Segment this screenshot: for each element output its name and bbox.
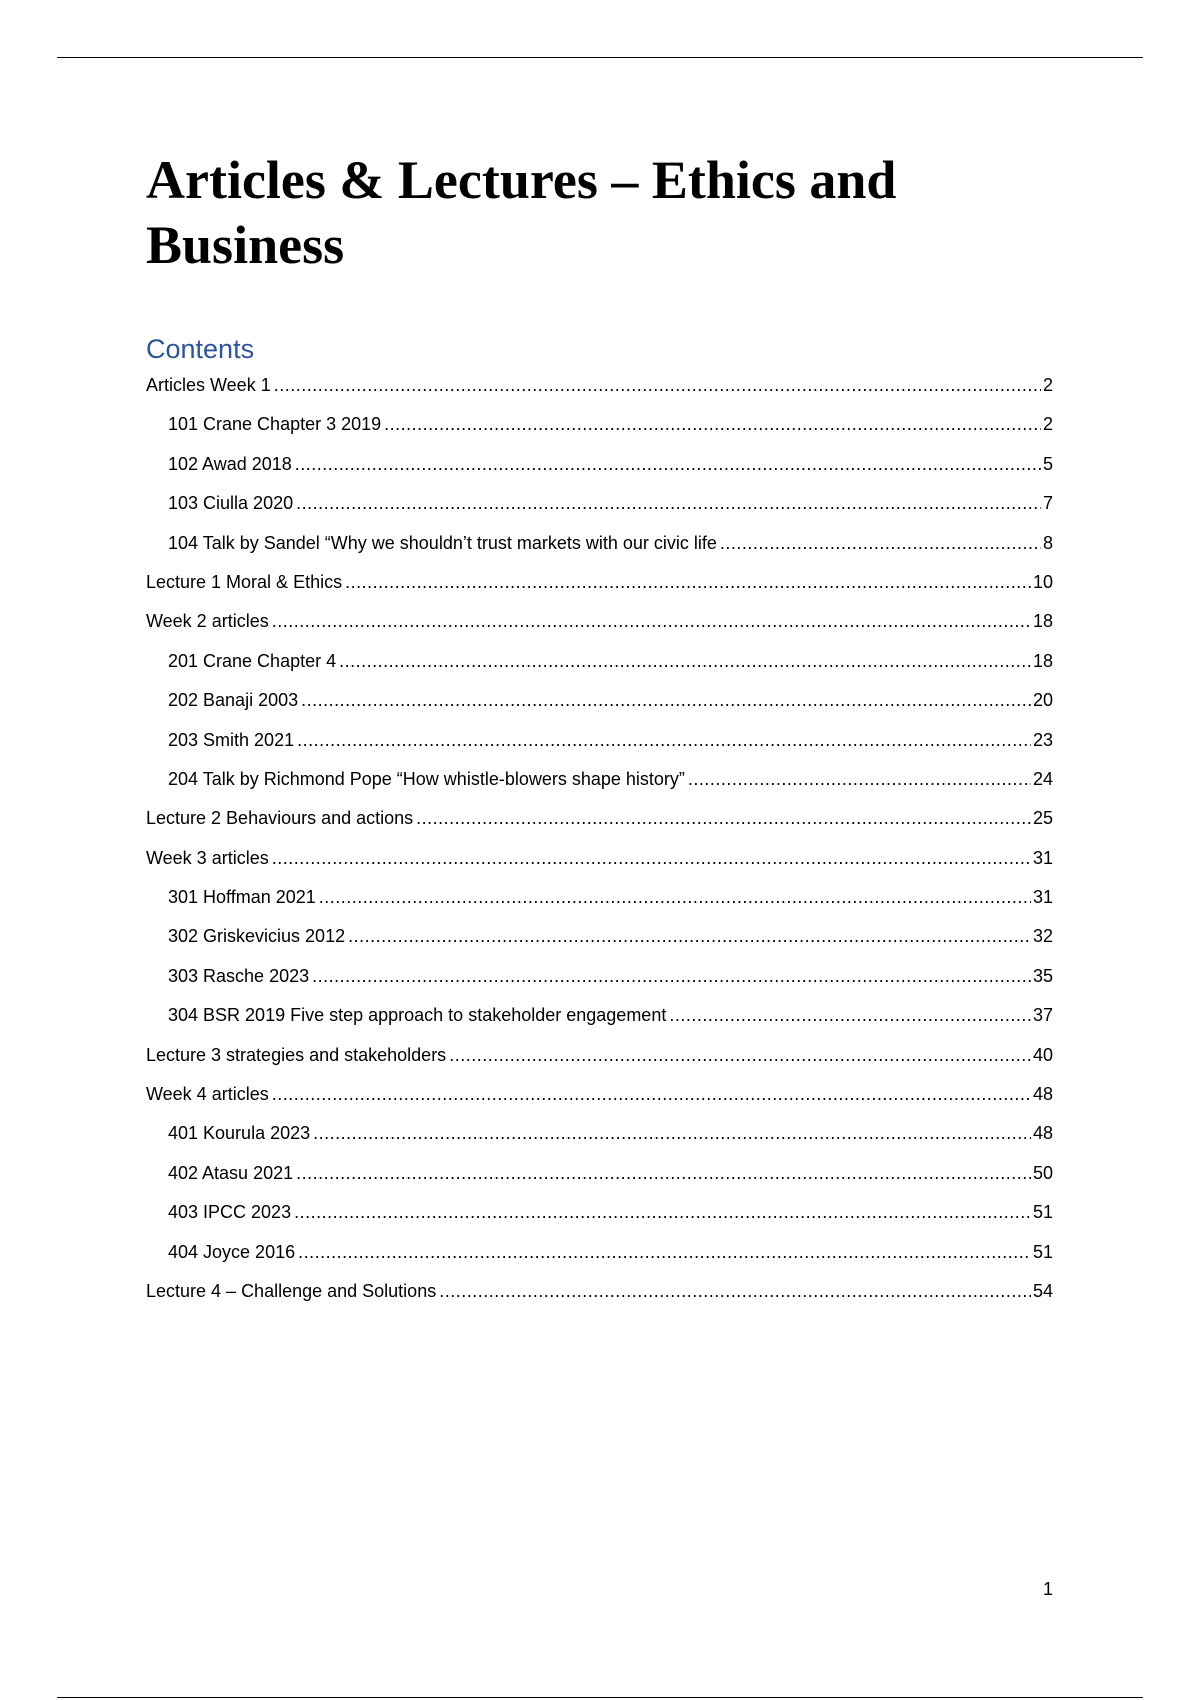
toc-entry-page: 18 [1032,650,1053,671]
toc-entry-page: 51 [1032,1241,1053,1262]
toc-entry-label: Lecture 1 Moral & Ethics [146,571,343,592]
toc-entry[interactable] [146,1233,1053,1272]
toc-dot-leader [294,1193,1031,1232]
toc-dot-leader [339,642,1031,681]
toc-dot-leader [301,681,1031,720]
toc-entry-label: 104 Talk by Sandel “Why we shouldn’t trust markets with our civic life [168,532,717,553]
toc-entry[interactable] [146,366,1053,405]
footer-rule [57,1697,1143,1698]
toc-entry[interactable] [146,484,1053,523]
header-rule [57,57,1143,58]
toc-entry[interactable] [146,878,1053,917]
toc-dot-leader [449,1036,1031,1075]
toc-entry-page: 18 [1032,611,1053,632]
toc-entry-label: 303 Rasche 2023 [168,965,310,986]
document-title: Articles & Lectures – Ethics and Business [146,150,897,275]
toc-entry-page: 24 [1032,768,1053,789]
toc-entry-label: Lecture 3 strategies and stakeholders [146,1044,447,1065]
toc-entry[interactable] [146,917,1053,956]
toc-entry-label: 204 Talk by Richmond Pope “How whistle-blowers shape history” [168,768,685,789]
toc-entry-label: Week 4 articles [146,1084,269,1105]
toc-entry-page: 35 [1032,965,1053,986]
toc-dot-leader [416,799,1031,838]
toc-entry-page: 20 [1032,690,1053,711]
toc-entry-page: 31 [1032,887,1053,908]
toc-entry-page: 7 [1042,493,1053,514]
toc-entry-page: 8 [1042,532,1053,553]
toc-entry-page: 32 [1032,926,1053,947]
toc-entry-page: 2 [1042,375,1053,395]
toc-entry[interactable] [146,602,1053,641]
toc-dot-leader [439,1272,1031,1311]
toc-entry[interactable] [146,1114,1053,1153]
toc-entry-label: 304 BSR 2019 Five step approach to stakeholder engagement [168,1005,667,1026]
toc-entry[interactable] [146,405,1053,444]
toc-entry-label: 102 Awad 2018 [168,453,292,474]
toc-entry-label: 403 IPCC 2023 [168,1202,292,1223]
toc-dot-leader [313,1114,1031,1153]
toc-entry[interactable] [146,957,1053,996]
toc-entry-page: 40 [1032,1044,1053,1065]
toc-entry[interactable] [146,524,1053,563]
toc-entry[interactable] [146,1193,1053,1232]
toc-entry-label: 203 Smith 2021 [168,729,295,750]
toc-dot-leader [384,405,1041,444]
toc-entry-page: 23 [1032,729,1053,750]
toc-entry-page: 48 [1032,1084,1053,1105]
toc-entry-page: 2 [1042,414,1053,435]
page-number: 1 [1042,1579,1053,1599]
toc-dot-leader [296,484,1041,523]
toc-entry-label: 201 Crane Chapter 4 [168,650,337,671]
toc-entry-label: 103 Ciulla 2020 [168,493,294,514]
table-of-contents [146,366,1053,1311]
toc-dot-leader [720,524,1041,563]
toc-entry-page: 25 [1032,808,1053,829]
toc-entry-page: 5 [1042,453,1053,474]
toc-dot-leader [272,602,1031,641]
toc-dot-leader [688,760,1031,799]
toc-entry-label: 302 Griskevicius 2012 [168,926,346,947]
toc-entry-label: Week 2 articles [146,611,269,632]
toc-entry[interactable] [146,1272,1053,1311]
toc-entry[interactable] [146,839,1053,878]
toc-dot-leader [297,721,1031,760]
contents-heading: Contents [146,334,255,364]
toc-entry-page: 37 [1032,1005,1053,1026]
toc-entry-page: 10 [1032,571,1053,592]
toc-entry[interactable] [146,681,1053,720]
toc-entry-page: 31 [1032,847,1053,868]
toc-entry[interactable] [146,760,1053,799]
toc-entry-label: 402 Atasu 2021 [168,1162,294,1183]
toc-dot-leader [274,366,1041,405]
toc-entry-label: Articles Week 1 [146,375,271,395]
toc-entry-page: 54 [1032,1280,1053,1301]
toc-entry-label: 101 Crane Chapter 3 2019 [168,414,382,435]
toc-entry-label: Lecture 4 – Challenge and Solutions [146,1280,437,1301]
toc-dot-leader [296,1154,1031,1193]
toc-entry[interactable] [146,799,1053,838]
toc-dot-leader [669,996,1031,1035]
toc-entry[interactable] [146,1036,1053,1075]
toc-entry[interactable] [146,642,1053,681]
toc-entry-label: 202 Banaji 2003 [168,690,299,711]
toc-entry-label: 404 Joyce 2016 [168,1241,296,1262]
toc-entry-page: 48 [1032,1123,1053,1144]
toc-dot-leader [295,445,1041,484]
toc-entry[interactable] [146,563,1053,602]
toc-entry-page: 50 [1032,1162,1053,1183]
toc-entry[interactable] [146,996,1053,1035]
toc-dot-leader [272,839,1031,878]
toc-dot-leader [345,563,1031,602]
toc-entry[interactable] [146,445,1053,484]
toc-entry-label: 301 Hoffman 2021 [168,887,316,908]
toc-dot-leader [272,1075,1031,1114]
toc-entry[interactable] [146,721,1053,760]
toc-entry-label: Lecture 2 Behaviours and actions [146,808,414,829]
toc-dot-leader [312,957,1031,996]
toc-entry-label: 401 Kourula 2023 [168,1123,311,1144]
toc-entry[interactable] [146,1154,1053,1193]
toc-dot-leader [319,878,1031,917]
toc-entry-page: 51 [1032,1202,1053,1223]
toc-dot-leader [298,1233,1031,1272]
toc-entry-label: Week 3 articles [146,847,269,868]
toc-dot-leader [348,917,1031,956]
toc-entry[interactable] [146,1075,1053,1114]
